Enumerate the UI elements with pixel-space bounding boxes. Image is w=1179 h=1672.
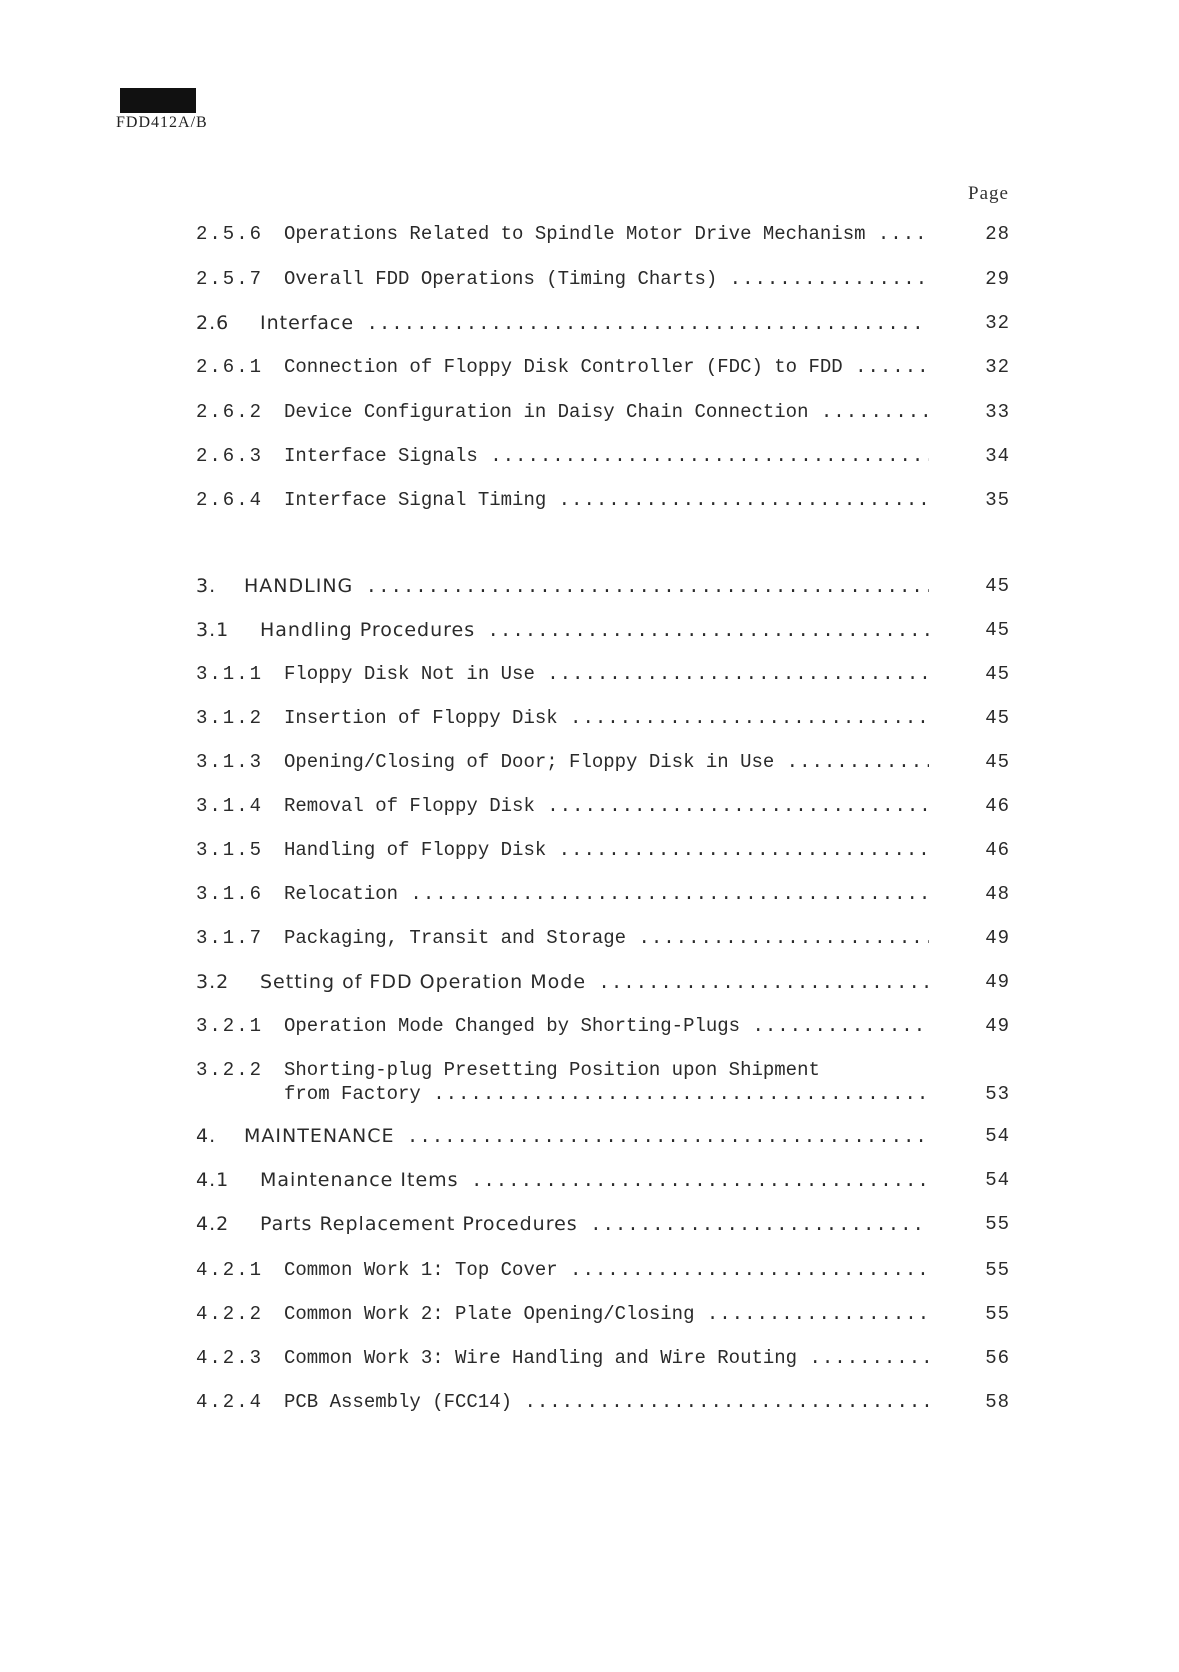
toc-entry — [196, 1014, 1010, 1044]
toc-section-number: 4.2.2 — [196, 1303, 264, 1325]
toc-section-number: 4. — [196, 1125, 217, 1147]
toc-page-number: 32 — [985, 356, 1010, 378]
toc-page-number: 33 — [985, 401, 1010, 423]
toc-entry — [196, 488, 1010, 518]
toc-entry — [196, 926, 1010, 956]
page-column-header: Page — [968, 183, 1009, 204]
toc-page-number: 45 — [985, 575, 1010, 597]
toc-entry — [196, 882, 1010, 912]
toc-title-text: Packaging, Transit and Storage — [284, 927, 627, 949]
toc-entry — [196, 1124, 1010, 1154]
toc-title — [284, 1302, 929, 1326]
toc-entry — [196, 1212, 1010, 1242]
toc-title — [284, 1082, 929, 1106]
toc-title-text: Operation Mode Changed by Shorting-Plugs — [284, 1015, 741, 1037]
toc-page-number: 45 — [985, 707, 1010, 729]
toc-title — [284, 488, 929, 512]
toc-entry — [196, 355, 1010, 385]
toc-section-number: 2.6.3 — [196, 445, 264, 467]
toc-title — [284, 267, 929, 291]
toc-entry — [196, 444, 1010, 474]
toc-title-text: Removal of Floppy Disk — [284, 795, 535, 817]
toc-entry — [196, 311, 1010, 341]
toc-title-text: Opening/Closing of Door; Floppy Disk in Use — [284, 751, 775, 773]
toc-page-number: 58 — [985, 1391, 1010, 1413]
toc-entry — [196, 400, 1010, 430]
toc-section-number: 2.6.4 — [196, 489, 264, 511]
toc-section-number: 2.5.7 — [196, 268, 264, 290]
toc-entry — [196, 1258, 1010, 1288]
toc-title — [284, 1390, 929, 1414]
toc-page-number: 28 — [985, 223, 1010, 245]
toc-section-number: 3.1.3 — [196, 751, 264, 773]
toc-title-text: Connection of Floppy Disk Controller (FDC) to FDD — [284, 356, 843, 378]
toc-section-number: 3.1.6 — [196, 883, 264, 905]
toc-title — [284, 1346, 929, 1370]
toc-entry — [196, 1168, 1010, 1198]
toc-title-line1: Shorting-plug Presetting Position upon Shipment — [284, 1059, 820, 1081]
toc-title-text: Handling Procedures — [260, 619, 476, 641]
toc-page-number: 55 — [985, 1213, 1010, 1235]
toc-page-number: 49 — [985, 971, 1010, 993]
toc-page-number: 55 — [985, 1303, 1010, 1325]
toc-section-number: 3.2.2 — [196, 1059, 264, 1081]
toc-title — [284, 1014, 929, 1038]
toc-title — [284, 444, 929, 468]
toc-title-text: Insertion of Floppy Disk — [284, 707, 558, 729]
toc-title-text: Operations Related to Spindle Motor Drive Mechanism — [284, 223, 866, 245]
toc-entry — [196, 750, 1010, 780]
toc-page-number: 32 — [985, 312, 1010, 334]
toc-section-number: 2.5.6 — [196, 223, 264, 245]
toc-title — [284, 1258, 929, 1282]
toc-page-number: 46 — [985, 839, 1010, 861]
toc-section-number: 4.2.1 — [196, 1259, 264, 1281]
toc-title-text: Handling of Floppy Disk — [284, 839, 547, 861]
toc-title — [284, 355, 929, 379]
toc-entry — [196, 222, 1010, 252]
toc-title-text: Overall FDD Operations (Timing Charts) — [284, 268, 718, 290]
toc-page-number: 49 — [985, 1015, 1010, 1037]
toc-entry — [196, 662, 1010, 692]
toc-page-number: 45 — [985, 663, 1010, 685]
toc-entry — [196, 1390, 1010, 1420]
toc-page-number: 54 — [985, 1169, 1010, 1191]
toc-entry — [196, 1346, 1010, 1376]
toc-entry — [196, 267, 1010, 297]
toc-section-number: 3.1.1 — [196, 663, 264, 685]
toc-title-text: Interface Signal Timing — [284, 489, 547, 511]
toc-title-text: Setting of FDD Operation Mode — [260, 971, 587, 993]
toc-section-number: 2.6.1 — [196, 356, 264, 378]
toc-page-number: 54 — [985, 1125, 1010, 1147]
toc-section-number: 4.2 — [196, 1213, 230, 1235]
toc-title-text: MAINTENANCE — [244, 1125, 395, 1147]
toc-entry — [196, 574, 1010, 604]
toc-section-number: 2.6 — [196, 312, 230, 334]
toc-title — [244, 574, 929, 599]
toc-page-number: 29 — [985, 268, 1010, 290]
toc-title — [284, 706, 929, 730]
toc-title-text: Parts Replacement Procedures — [260, 1213, 578, 1235]
toc-section-number: 3.1 — [196, 619, 230, 641]
toc-page-number: 45 — [985, 751, 1010, 773]
toc-entry — [196, 1302, 1010, 1332]
toc-section-number: 3.2 — [196, 971, 230, 993]
toc-title-text: Relocation — [284, 883, 399, 905]
toc-title-text: Maintenance Items — [260, 1169, 459, 1191]
toc-title — [284, 222, 929, 246]
toc-page-number: 55 — [985, 1259, 1010, 1281]
toc-title-text: Interface Signals — [284, 445, 478, 467]
toc-section-number: 4.2.3 — [196, 1347, 264, 1369]
toc-section-number: 3.1.7 — [196, 927, 264, 949]
toc-title — [284, 750, 929, 774]
toc-page-number: 46 — [985, 795, 1010, 817]
toc-title — [260, 618, 929, 643]
toc-section-number: 2.6.2 — [196, 401, 264, 423]
toc-title-text: Floppy Disk Not in Use — [284, 663, 535, 685]
toc-title-text: from Factory — [284, 1083, 421, 1105]
toc-title-text: Interface — [260, 312, 355, 334]
toc-section-number: 3. — [196, 575, 217, 597]
toc-title — [260, 1168, 929, 1193]
toc-title-text: HANDLING — [244, 575, 354, 597]
toc-entry — [196, 970, 1010, 1000]
toc-title-text: PCB Assembly (FCC14) — [284, 1391, 513, 1413]
toc-title — [284, 662, 929, 686]
toc-page-number: 56 — [985, 1347, 1010, 1369]
toc-page-number: 34 — [985, 445, 1010, 467]
toc-page-number: 49 — [985, 927, 1010, 949]
toc-title — [284, 400, 929, 424]
toc-title — [284, 794, 929, 818]
toc-section-number: 3.1.4 — [196, 795, 264, 817]
toc-title-text: Common Work 1: Top Cover — [284, 1259, 558, 1281]
toc-page-number: 45 — [985, 619, 1010, 641]
toc-page-number: 35 — [985, 489, 1010, 511]
toc-entry — [196, 618, 1010, 648]
toc-entry — [196, 706, 1010, 736]
toc-title — [284, 926, 929, 950]
toc-entry — [196, 794, 1010, 824]
toc-title — [284, 882, 929, 906]
toc-section-number: 4.1 — [196, 1169, 230, 1191]
toc-page-number: 48 — [985, 883, 1010, 905]
toc-section-number: 4.2.4 — [196, 1391, 264, 1413]
toc-title — [284, 838, 929, 862]
toc-title-text: Common Work 3: Wire Handling and Wire Routing — [284, 1347, 798, 1369]
toc-title-text: Common Work 2: Plate Opening/Closing — [284, 1303, 695, 1325]
toc-title — [260, 970, 929, 995]
toc-page-number: 53 — [985, 1083, 1010, 1105]
toc-title-text: Device Configuration in Daisy Chain Connection — [284, 401, 809, 423]
toc-section-number: 3.1.5 — [196, 839, 264, 861]
toc-title — [260, 1212, 929, 1237]
toc-section-number: 3.1.2 — [196, 707, 264, 729]
toc-title — [244, 1124, 929, 1149]
toc-entry — [196, 838, 1010, 868]
toc-entry — [196, 1058, 1010, 1112]
document-model-number: FDD412A/B — [116, 114, 208, 131]
toc-section-number: 3.2.1 — [196, 1015, 264, 1037]
toc-title — [260, 311, 929, 336]
